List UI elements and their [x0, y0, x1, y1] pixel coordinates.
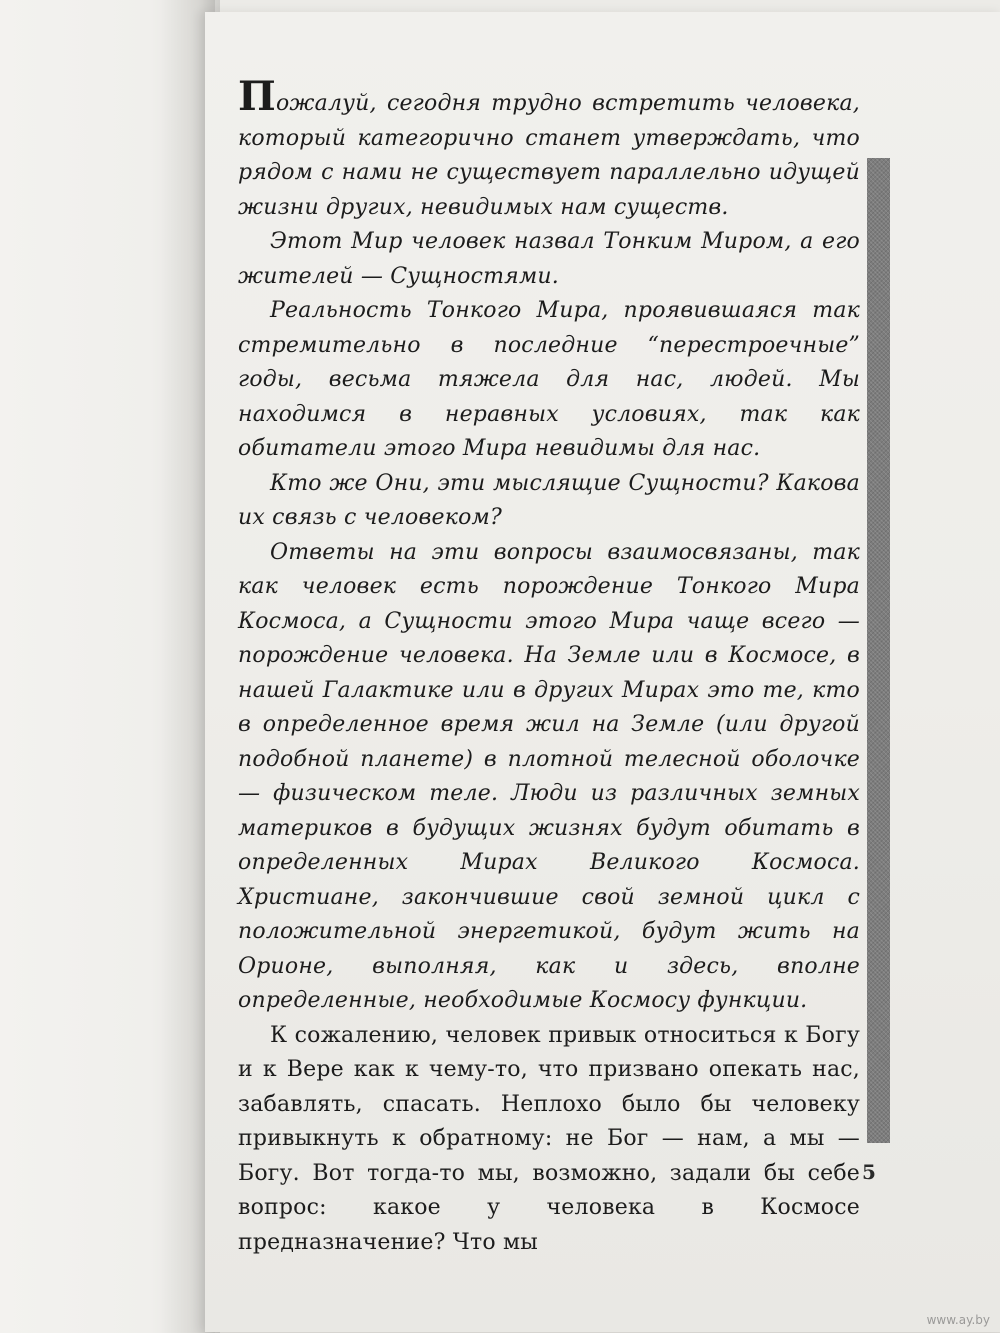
paragraph-6: К сожалению, человек привык относиться к Богу и к Вере как к чему-то, что призвано опекать нас, забавлять, спасать. Неплохо было бы человеку привыкнуть к обратному: не Бог — нам, а мы — Богу. Вот тогда-то мы, возможно, задали бы себе вопрос: какое у человека в Космосе предназначение? Что мы: [238, 1022, 860, 1255]
paragraph-5: Ответы на эти вопросы взаимосвязаны, так как человек есть порождение Тонкого Мира Космоса, а Сущности этого Мира чаще всего — порождение человека. На Земле или в Космосе, в нашей Галактике или в других Мирах это те, кто в определенное время жил на Земле (или другой подобной планете) в плотной телесной оболочке — физическом теле. Люди из различных земных материков в будущих жизнях будут обитать в определенных Мирах Великого Космоса. Христиане, закончившие свой земной цикл с положительной энергетикой, будут жить на Орионе, выполняя, как и здесь, вполне определенные, необходимые Космосу функции.: [238, 539, 860, 1013]
watermark: www.ay.by: [926, 1313, 990, 1327]
drop-cap: П: [238, 73, 276, 120]
paragraph-4: Кто же Они, эти мыслящие Сущности? Какова их связь с человеком?: [238, 470, 860, 530]
paragraph-3: Реальность Тонкого Мира, проявившаяся так стремительно в последние “перестроечные” годы, весьма тяжела для нас, людей. Мы находимся в неравных условиях, так как обитатели этого Мира невидимы для нас.: [238, 298, 860, 461]
paragraph-1: [238, 73, 860, 225]
paragraph-2: Этот Мир человек назвал Тонким Миром, а его жителей — Сущностями.: [238, 229, 860, 289]
paragraph-1-text: ожалуй, сегодня трудно встретить человека, который категорично станет утверждать, что рядом с нами не существует параллельно идущей жизни других, невидимых нам существ.: [238, 91, 860, 220]
page-number: 5: [862, 1160, 876, 1184]
page-text: [238, 73, 860, 1260]
decorative-side-bar: [867, 158, 890, 1143]
